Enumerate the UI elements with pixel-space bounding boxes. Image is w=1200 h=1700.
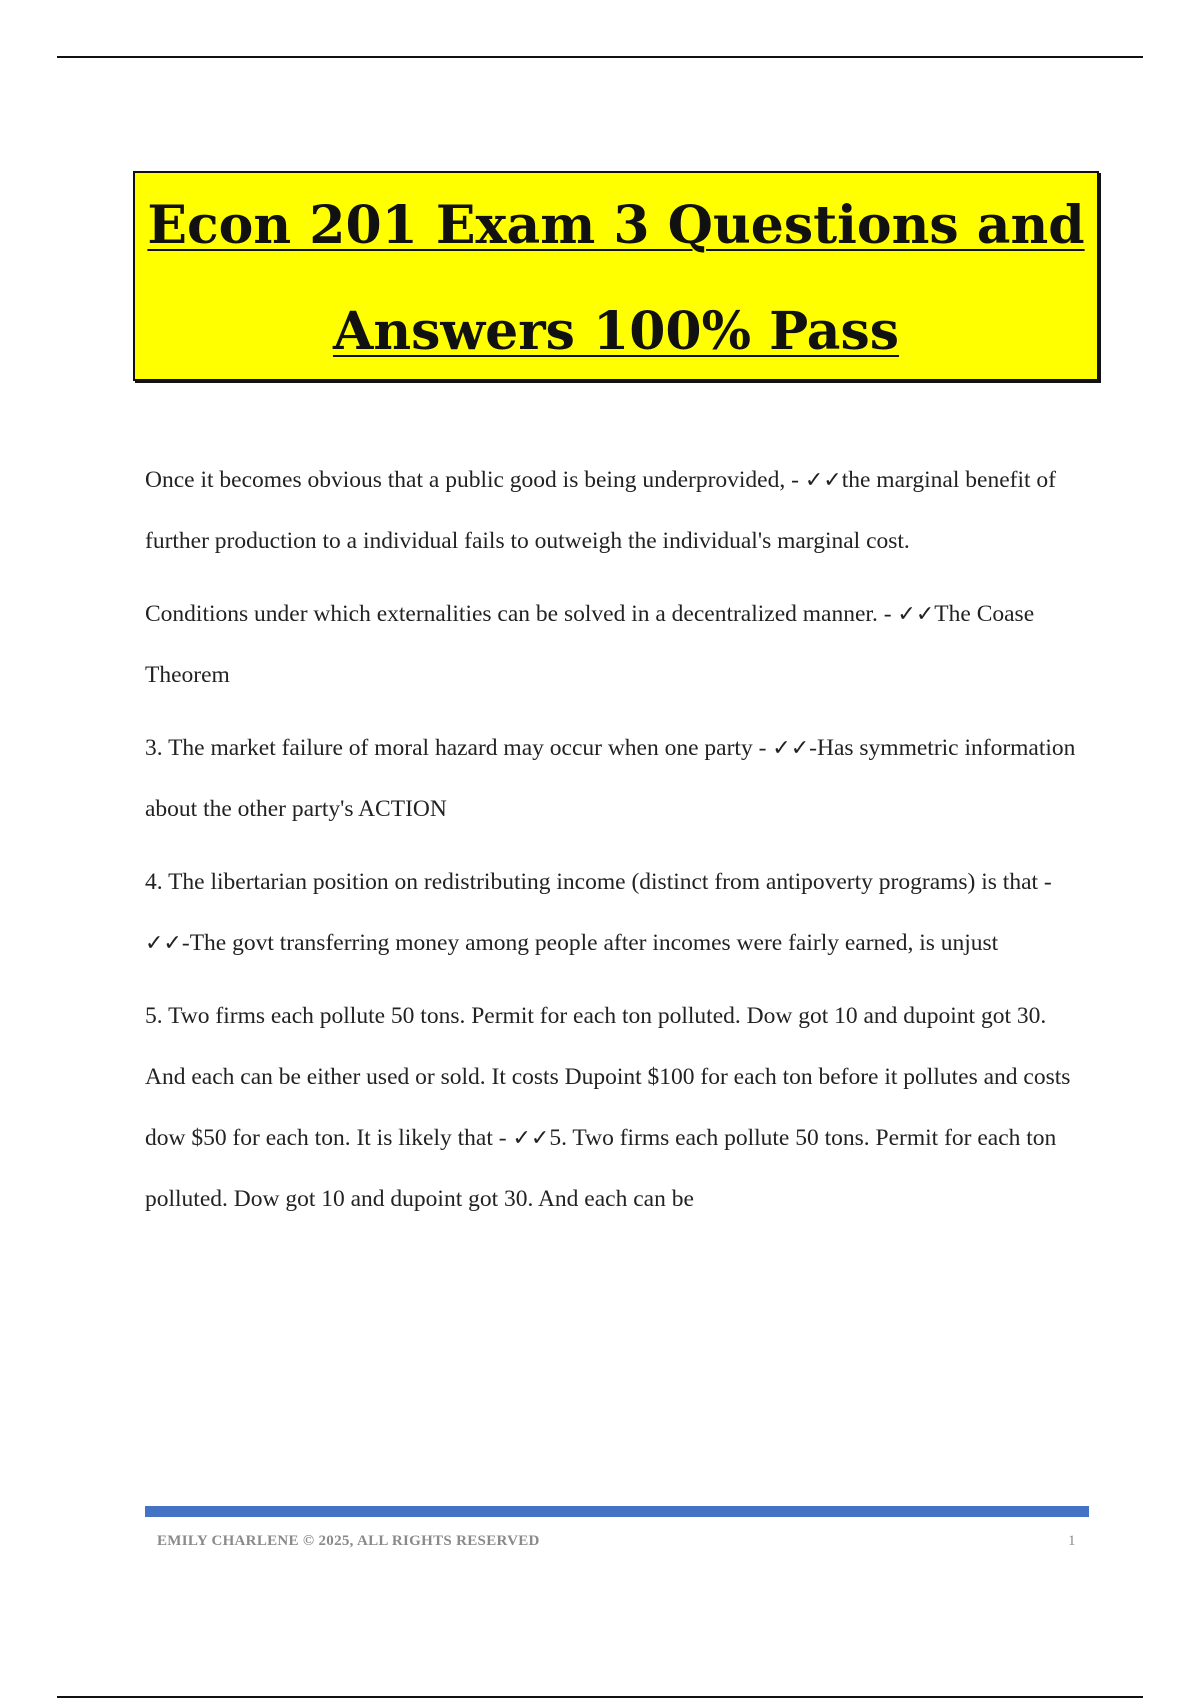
double-check-icon: ✓✓ xyxy=(897,602,935,627)
qa-content xyxy=(145,450,1090,1242)
answer-text: The Coase Theorem xyxy=(145,601,1035,688)
footer-copyright: EMILY CHARLENE © 2025, ALL RIGHTS RESERVED xyxy=(157,1533,540,1549)
question-text: 5. Two firms each pollute 50 tons. Permit for each ton polluted. Dow got 10 and dupoint got 30. And each can be either used or sold. It costs Dupoint $100 for each ton before it pollutes and costs dow $50 for each ton. It is likely that xyxy=(145,1003,1071,1151)
title-box xyxy=(133,171,1099,381)
answer-text: -The govt transferring money among people after incomes were fairly earned, is unjust xyxy=(181,930,999,956)
double-check-icon: ✓✓ xyxy=(145,931,182,956)
double-check-icon: ✓✓ xyxy=(804,468,842,493)
footer-bar xyxy=(145,1506,1089,1517)
question-text: Conditions under which externalities can be solved in a decentralized manner. xyxy=(145,601,878,627)
qa-item xyxy=(145,718,1090,840)
answer-text: the marginal benefit of further production to a individual fails to outweigh the individual's marginal cost. xyxy=(145,467,1056,554)
page-number: 1 xyxy=(1068,1533,1076,1549)
separator: - xyxy=(1038,869,1052,895)
separator: - xyxy=(785,467,805,493)
double-check-icon: ✓✓ xyxy=(772,736,810,761)
answer-text: 5. Two firms each pollute 50 tons. Permit for each ton polluted. Dow got 10 and dupoint got 30. And each can be xyxy=(145,1125,1057,1212)
qa-item xyxy=(145,584,1090,706)
top-rule xyxy=(57,56,1143,58)
page-title-line-1: Econ 201 Exam 3 Questions and xyxy=(147,195,1085,256)
double-check-icon: ✓✓ xyxy=(512,1126,550,1151)
question-text: 3. The market failure of moral hazard may occur when one party xyxy=(145,735,753,761)
page-title-line-2: Answers 100% Pass xyxy=(332,301,900,362)
bottom-rule xyxy=(57,1696,1143,1698)
separator: - xyxy=(752,735,773,761)
answer-text: -Has symmetric information about the other party's ACTION xyxy=(145,735,1076,822)
qa-item xyxy=(145,852,1090,974)
question-text: Once it becomes obvious that a public good is being underprovided, xyxy=(145,467,786,493)
question-text: 4. The libertarian position on redistributing income (distinct from antipoverty programs) is that xyxy=(145,869,1039,895)
separator: - xyxy=(877,601,898,627)
separator: - xyxy=(492,1125,513,1151)
qa-item xyxy=(145,450,1090,572)
qa-item xyxy=(145,986,1090,1230)
